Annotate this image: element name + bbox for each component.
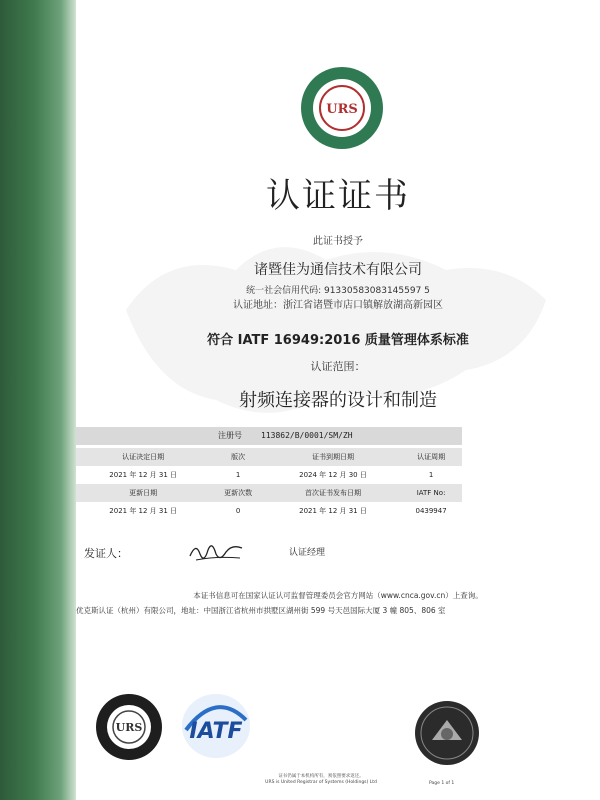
ukas-seal xyxy=(412,698,482,768)
iatf-logo xyxy=(176,690,256,762)
signature-image xyxy=(186,536,246,566)
certification-scope: 射频连接器的设计和制造 xyxy=(239,390,437,411)
certification-address: 认证地址：浙江省诸暨市店口镇解放湖高新园区 xyxy=(233,300,443,311)
certificate-sheet xyxy=(76,0,600,800)
table-row xyxy=(76,502,462,520)
table-row xyxy=(76,466,462,484)
urs-logo xyxy=(299,65,385,151)
table-cell: 首次证书发布日期 xyxy=(266,484,400,502)
table-cell: 更新次数 xyxy=(210,484,266,502)
urs-bottom-text: URS xyxy=(115,721,143,734)
table-cell: 更新日期 xyxy=(76,484,210,502)
table-cell: 版次 xyxy=(210,448,266,466)
table-cell: 认证决定日期 xyxy=(76,448,210,466)
table-cell: 1 xyxy=(210,466,266,484)
table-cell: 2021 年 12 月 31 日 xyxy=(76,502,210,520)
table-cell: 证书到期日期 xyxy=(266,448,400,466)
iatf-text: IATF xyxy=(189,719,243,744)
urs-bottom-logo xyxy=(94,692,164,762)
manager-label: 认证经理 xyxy=(289,548,326,558)
registration-label: 注册号 xyxy=(218,431,242,440)
table-header-row xyxy=(76,448,462,466)
table-cell: 认证周期 xyxy=(400,448,462,466)
page-indicator: Page 1 of 1 xyxy=(429,781,455,786)
table-cell: 1 xyxy=(400,466,462,484)
certificate-title: 认证证书 xyxy=(266,176,410,216)
footer-line1: 证书仍属于本机构所有，须依照要求返还。 xyxy=(278,774,364,779)
scope-label: 认证范围： xyxy=(310,360,366,373)
company-name: 诸暨佳为通信技术有限公司 xyxy=(254,262,422,278)
table-cell: IATF No: xyxy=(400,484,462,502)
table-cell: 2021 年 12 月 31 日 xyxy=(266,502,400,520)
table-header-row xyxy=(76,484,462,502)
registration-number: 113862/B/0001/SM/ZH xyxy=(261,431,353,440)
standard-statement: 符合 IATF 16949:2016 质量管理体系标准 xyxy=(207,333,469,348)
urs-logo-text: URS xyxy=(326,102,358,117)
certificate-info-table xyxy=(76,448,462,520)
verification-note: 本证书信息可在国家认证认可监督管理委员会官方网站（www.cnca.gov.cn）上查询。 xyxy=(193,591,483,600)
credit-code: 统一社会信用代码: 91330583083145597 5 xyxy=(246,286,430,296)
registration-bar xyxy=(76,427,462,445)
table-cell: 2021 年 12 月 31 日 xyxy=(76,466,210,484)
table-cell: 0 xyxy=(210,502,266,520)
green-sidebar xyxy=(0,0,76,800)
company-address-note: 优克斯认证（杭州）有限公司，地址：中国浙江省杭州市拱墅区湖州街 599 号天邑国际大厦 3 幢 805、806 室 xyxy=(76,606,446,615)
table-cell: 2024 年 12 月 30 日 xyxy=(266,466,400,484)
footer-line2: URS is United Registrar of Systems (Holdings) Ltd xyxy=(265,780,377,785)
issuer-label: 发证人： xyxy=(84,547,128,560)
table-cell: 0439947 xyxy=(400,502,462,520)
granted-label: 此证书授予 xyxy=(313,236,363,247)
